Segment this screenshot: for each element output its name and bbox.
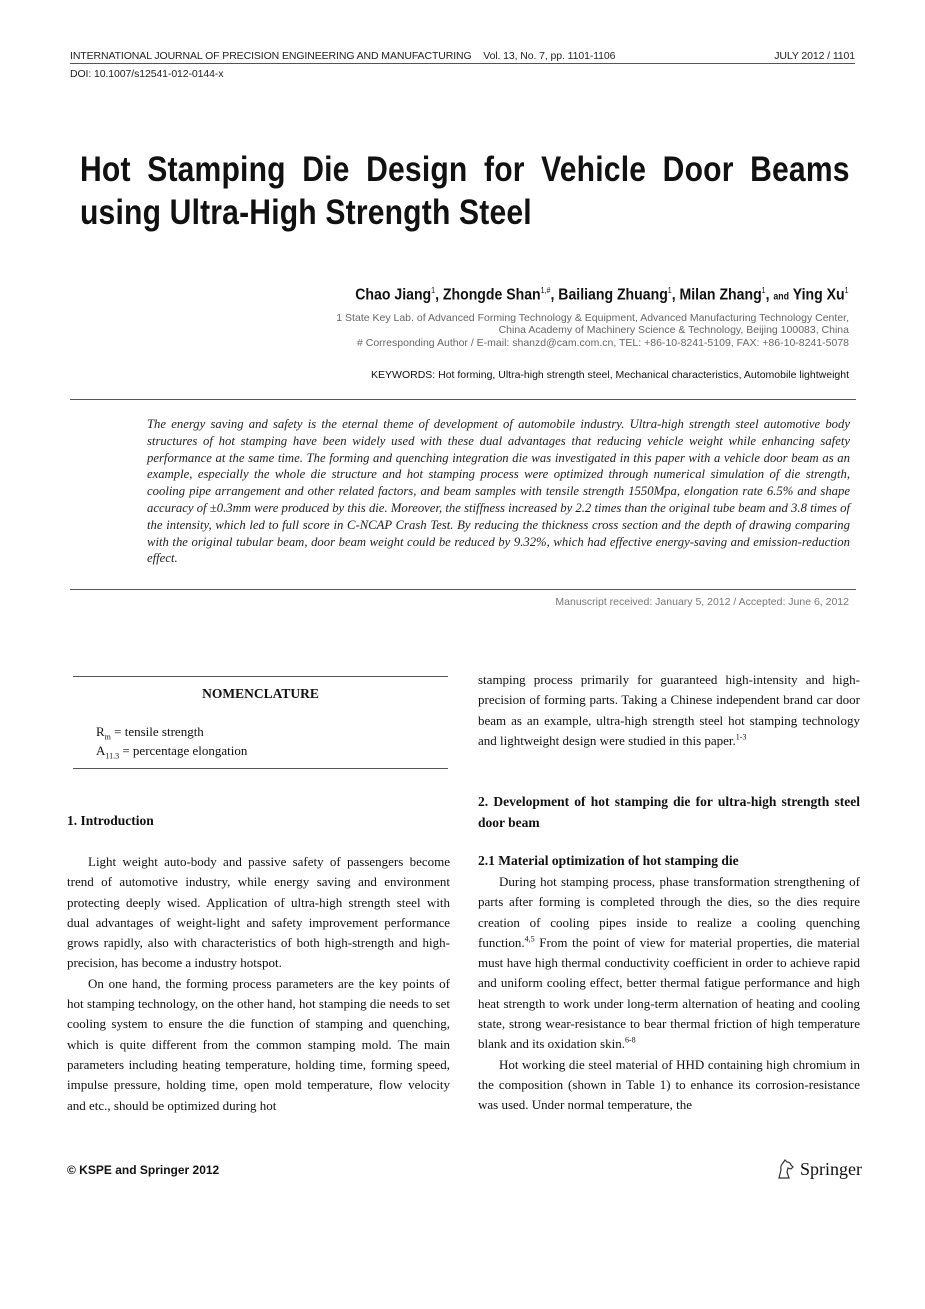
page-title: Hot Stamping Die Design for Vehicle Door Beams using Ultra-High Strength Steel [80,150,850,232]
right-column-continued [478,670,860,751]
author-mark: 1 [668,286,673,295]
citation: 1-3 [735,732,747,742]
author-name: Zhongde Shan [443,286,542,304]
affiliation-line: China Academy of Machinery Science & Technology, Beijing 100083, China [498,324,849,336]
copyright: © KSPE and Springer 2012 [67,1163,220,1177]
authors-and: and [773,291,790,303]
author-list: Chao Jiang$^1$, Zhongde Shan$^{1,\#}$, Bailiang Zhuang$^1$, Milan Zhang$^1$, and Ying Xu$^1$ [355,286,849,304]
paragraph-text: From the point of view for material properties, die material must have high thermal conductivity coefficient in order to achieve rapid and uniform cooling effect, better thermal fatigue performance and high heat strength to work under long-term alternation of heating and cooling state, strong wear-resistance to bear thermal friction of high temperature blank and its oxidation skin. [478,934,860,1052]
paragraph: Light weight auto-body and passive safety of passengers become trend of automotive industry, while energy saving and environment protecting deeply wised. Application of ultra-high strength steel with dual advantages of weight-light and safety improvement performance grows rapidly, also with characteristics of both high-strength and high-precision, has become a industry hotspot. [67,854,450,971]
nomenclature-symbol: A [96,743,106,758]
paragraph: On one hand, the forming process parameters are the key points of hot stamping technology, on the other hand, hot stamping die needs to set cooling system to ensure the die function of stamping and quenching, which is quite different from the common stamping mold. The main parameters including heating temperature, holding time, forming speed, impulse pressure, holding time, open mold temperature, flow velocity and etc., should be optimized during hot [67,975,450,1113]
running-header [70,50,615,62]
manuscript-dates: Manuscript received: January 5, 2012 / Accepted: June 6, 2012 [555,596,849,608]
citation: 4,5 [524,934,535,944]
left-column-body [67,852,450,1116]
springer-horse-icon [776,1158,796,1180]
abstract: The energy saving and safety is the eternal theme of development of automobile industry. Ultra-high strength steel automotive body structures of hot stamping have been widely used with these dual advantages that reducing vehicle weight while enhancing safety performance at the same time. The forming and quenching integration die was investigated in this paper with a vehicle door beam as an example, especially the whole die structure and hot stamping process were optimized through numerical simulation of die strength, cooling pipe arrangement and other related factors, and beam samples with tensile strength 1550Mpa, elongation rate 6.5% and shape accuracy of ±0.3mm were produced by this die. Moreover, the stiffness increased by 2.2 times than the original tube beam and 3.8 times of the intensity, which led to full score in C-NCAP Crash Test. By reducing the thickness cross section and the depth of drawing comparing with the original tubular beam, door beam weight could be reduced by 9.32%, which had effective energy-saving and emission-reduction effect. [147,417,850,566]
publisher-name: Springer [800,1158,862,1179]
author-mark: 1 [431,286,436,295]
abstract-bottom-rule [70,589,856,590]
author-name: Chao Jiang [355,286,432,304]
citation: 6-8 [624,1036,636,1046]
doi: DOI: 10.1007/s12541-012-0144-x [70,68,224,80]
nomenclature-bottom-rule [73,768,448,769]
header-rule [70,63,855,64]
section-heading-introduction: 1. Introduction [67,813,154,828]
journal-name: INTERNATIONAL JOURNAL OF PRECISION ENGINEERING AND MANUFACTURING [70,50,472,62]
journal-volume: Vol. 13, No. 7, pp. 1101-1106 [483,50,616,62]
nomenclature-item [96,724,204,742]
author-name: Bailiang Zhuang [558,286,669,304]
nomenclature-item [96,743,247,761]
keywords: KEYWORDS: Hot forming, Ultra-high strength steel, Mechanical characteristics, Automobile lightweight [371,369,849,381]
author-mark: 1,# [541,286,551,295]
nomenclature-definition: = tensile strength [110,724,204,739]
abstract-top-rule [70,399,856,400]
author-mark: 1 [845,286,849,295]
author-name: Milan Zhang [680,286,763,304]
paragraph [478,872,860,1055]
section-heading-development: 2. Development of hot stamping die for ultra-high strength steel door beam [478,794,860,830]
subsection-heading-material: 2.1 Material optimization of hot stamping die [478,853,739,868]
nomenclature-top-rule [73,676,448,677]
nomenclature-title: NOMENCLATURE [202,686,319,701]
corresponding-author: # Corresponding Author / E-mail: shanzd@cam.com.cn, TEL: +86-10-8241-5109, FAX: +86-10-8241-5078 [357,337,849,349]
author-name: Ying Xu [793,286,846,304]
paragraph [478,670,860,751]
date-page: JULY 2012 / 1101 [774,50,855,62]
nomenclature-symbol: R [96,724,105,739]
paragraph-text: stamping process primarily for guaranteed high-intensity and high-precision of forming parts. Taking a Chinese independent brand car door beam as an example, ultra-high strength steel hot stamping technology and lightweight design were studied in this paper. [478,672,860,748]
springer-logo [776,1158,862,1180]
paragraph-text: During hot stamping process, phase transformation strengthening of parts after forming is completed through the dies, so the dies require creation of cooling pipes inside to realize a cooling quenching function. [478,874,860,950]
nomenclature-subscript: 11.3 [105,751,120,761]
nomenclature-definition: = percentage elongation [119,743,248,758]
nomenclature-subscript: m [104,732,111,742]
author-mark: 1 [762,286,767,295]
right-column-body [478,872,860,1116]
paragraph: Hot working die steel material of HHD containing high chromium in the composition (shown in Table 1) to enhance its corrosion-resistance was used. Under normal temperature, the [478,1056,860,1113]
affiliation-line: 1 State Key Lab. of Advanced Forming Technology & Equipment, Advanced Manufacturing Technology Center, [336,312,849,324]
